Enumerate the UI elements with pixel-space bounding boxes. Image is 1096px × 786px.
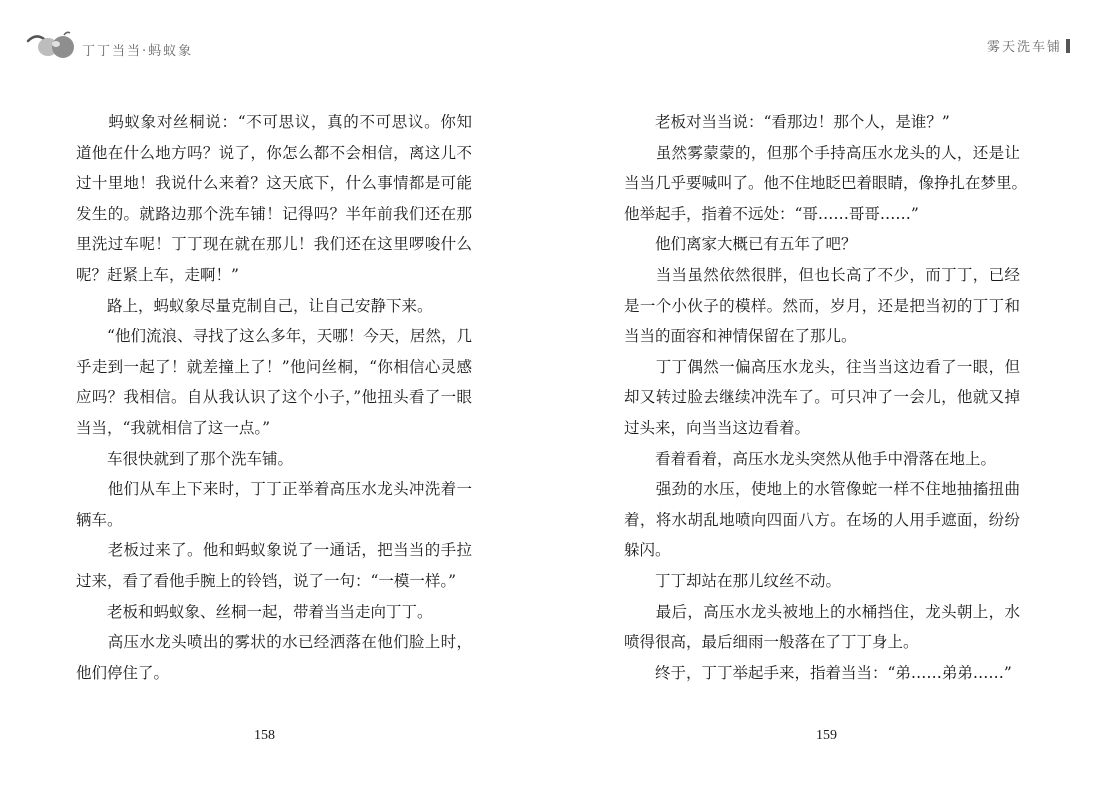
chapter-title: 雾天洗车铺 [986,40,1062,55]
text-line: 当当，“我就相信了这一点。” [76,418,271,437]
book-title: 丁丁当当·蚂蚁象 [82,43,194,59]
text-line: 老板过来了。他和蚂蚁象说了一通话，把当当的手拉 [76,541,472,560]
right-body-text [624,107,1028,688]
text-line: 道他在什么地方吗？说了，你怎么都不会相信，离这儿不 [76,143,472,162]
text-line: 终于，丁丁举起手来，指着当当：“弟……弟弟……” [624,663,1012,682]
text-line: 喷得很高，最后细雨一般落在了丁丁身上。 [624,633,919,652]
text-line: 老板对当当说：“看那边！那个人，是谁？” [624,113,950,131]
text-line: 丁丁偶然一偏高压水龙头，往当当这边看了一眼，但 [624,357,1020,376]
text-line: 蚂蚁象对丝桐说：“不可思议，真的不可思议。你知 [76,113,472,131]
text-line: 过十里地！我说什么来着？这天底下，什么事情都是可能 [76,174,472,193]
gourd-logo-icon [26,29,76,63]
text-line: 他举起手，指着不远处：“哥……哥哥……” [624,204,919,223]
text-line: 当当几乎要喊叫了。他不住地眨巴着眼睛，像挣扎在梦里。 [624,174,1028,193]
text-line: 过来，看了看他手腕上的铃铛，说了一句：“一模一样。” [76,571,457,590]
text-line: 他们从车上下来时，丁丁正举着高压水龙头冲洗着一 [76,480,472,499]
text-line: 应吗？我相信。自从我认识了这个小子，”他扭头看了一眼 [76,388,472,407]
right-page-header [987,36,1070,55]
text-line: 辆车。 [76,510,123,529]
text-line: 他们离家大概已有五年了吧？ [624,235,857,254]
text-line: 却又转过脸去继续冲洗车了。可只冲了一会儿，他就又掉 [624,388,1020,407]
left-body-text [76,107,472,688]
text-line: 虽然雾蒙蒙的，但那个手持高压水龙头的人，还是让 [624,143,1020,162]
text-line: 丁丁却站在那儿纹丝不动。 [624,571,842,590]
text-line: 里洗过车呢！丁丁现在就在那儿！我们还在这里啰唆什么 [76,235,472,254]
text-line: 看着看着，高压水龙头突然从他手中滑落在地上。 [624,449,997,468]
right-page [548,0,1096,786]
text-line: 躲闪。 [624,541,671,560]
page-number-left: 158 [254,728,275,743]
text-line: 最后，高压水龙头被地上的水桶挡住，龙头朝上，水 [624,602,1020,621]
left-page-header [26,26,193,66]
text-line: 呢？赶紧上车，走啊！” [76,265,239,284]
text-line: 他们停住了。 [76,663,170,682]
text-line: 高压水龙头喷出的雾状的水已经洒落在他们脸上时， [76,633,472,652]
text-line: “他们流浪、寻找了这么多年，天哪！今天，居然，几 [76,327,472,346]
text-line: 着，将水胡乱地喷向四面八方。在场的人用手遮面，纷纷 [624,510,1020,529]
text-line: 乎走到一起了！就差撞上了！”他问丝桐，“你相信心灵感 [76,357,472,376]
text-line: 过头来，向当当这边看着。 [624,418,811,437]
text-line: 强劲的水压，使地上的水管像蛇一样不住地抽搐扭曲 [624,480,1020,499]
text-line: 当当虽然依然很胖，但也长高了不少，而丁丁，已经 [624,265,1020,284]
text-line: 发生的。就路边那个洗车铺！记得吗？半年前我们还在那 [76,204,472,223]
text-line: 路上，蚂蚁象尽量克制自己，让自己安静下来。 [76,296,433,315]
text-line: 老板和蚂蚁象、丝桐一起，带着当当走向丁丁。 [76,602,433,621]
header-bar-mark [1066,39,1070,53]
page-number-right: 159 [816,728,837,743]
text-line: 车很快就到了那个洗车铺。 [76,449,294,468]
text-line: 是一个小伙子的模样。然而，岁月，还是把当初的丁丁和 [624,296,1020,315]
text-line: 当当的面容和神情保留在了那儿。 [624,327,857,346]
